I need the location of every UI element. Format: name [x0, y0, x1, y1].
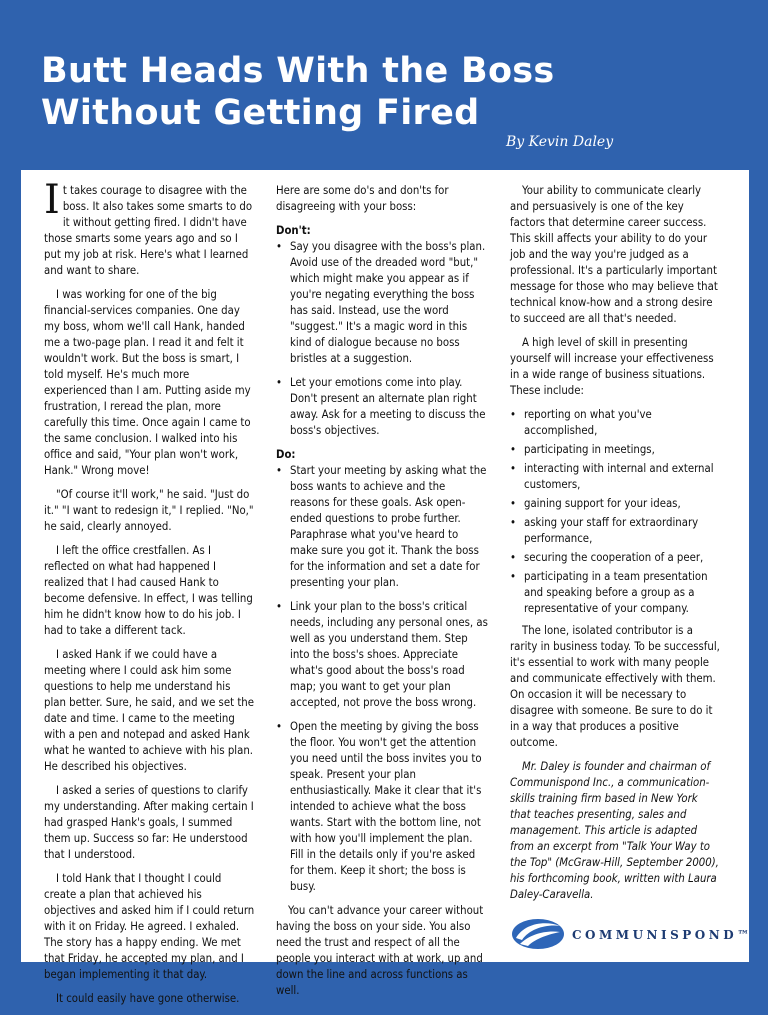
title-line-2: Without Getting Fired	[41, 93, 480, 133]
dont-list	[276, 239, 488, 439]
list-item: • Link your plan to the boss's critical needs, including any personal ones, as well as you understand them. Step into the boss's shoes. Appreciate what's good about the boss's road map; you want to get your plan accepted, not prove the boss wrong.	[276, 599, 488, 711]
list-item: • Start your meeting by asking what the boss wants to achieve and the reasons for these goals. Ask open-ended questions to probe further. Paraphrase what you've heard to make sure you got it. Thank the boss for the information and set a date for presenting your plan.	[276, 463, 488, 591]
paragraph: The lone, isolated contributor is a rarity in business today. To be successful, it's essential to work with many people and communicate effectively with them. On occasion it will be necessary to disagree with someone. Be sure to do it in a way that produces a positive outcome.	[510, 624, 720, 749]
article-title	[41, 50, 555, 134]
list-item: • Open the meeting by giving the boss the floor. You won't get the attention you need until the boss invites you to speak. Present your plan enthusiastically. Make it clear that it's intended to achieve what the boss wants. Start with the bottom line, not with how you'll implement the plan. Fill in the details only if you're asked for them. Keep it short; the boss is busy.	[276, 719, 488, 895]
list-item: • reporting on what you've accomplished,	[510, 407, 720, 439]
column-3	[510, 183, 720, 911]
list-item: • participating in a team presentation and speaking before a group as a representative of your company.	[510, 569, 720, 617]
paragraph: I told Hank that I thought I could create a plan that achieved his objectives and asked him if I could return with it on Friday. He agreed. I exhaled. The story has a happy ending. We met that Friday, he accepted my plan, and I began implementing it that day.	[44, 872, 255, 981]
swirl-icon	[510, 916, 566, 952]
paragraph: I asked a series of questions to clarify my understanding. After making certain I had grasped Hank's goals, I summed them up. Success so far: He understood that I understood.	[44, 784, 254, 861]
paragraph: I was working for one of the big financial-services companies. One day my boss, whom we'll call Hank, handed me a two-page plan. I read it and felt it wouldn't work. But the boss is smart, I told myself. He's much more experienced than I am. Putting aside my frustration, I reread the plan, more carefully this time. Once again I came to the same conclusion. I walked into his office and said, "Your plan won't work, Hank." Wrong move!	[44, 288, 251, 477]
do-list	[276, 463, 488, 895]
list-item: • securing the cooperation of a peer,	[510, 550, 720, 566]
dont-heading: Don't:	[276, 224, 311, 237]
communispond-logo	[510, 916, 753, 952]
list-item: • Let your emotions come into play. Don't present an alternate plan right away. Ask for a meeting to discuss the boss's objectives.	[276, 375, 488, 439]
title-line-1: Butt Heads With the Boss	[41, 51, 555, 91]
paragraph-text: t takes courage to disagree with the boss. It also takes some smarts to do it without getting fired. I didn't have those smarts some years ago and so I put my job at risk. Here's what I learned and want to share.	[44, 184, 253, 277]
paragraph: You can't advance your career without having the boss on your side. You also need the trust and respect of all the people you interact with at work, up and down the line and across functions as well.	[276, 904, 484, 997]
logo-text: COMMUNISPOND™	[572, 928, 753, 942]
paragraph: Your ability to communicate clearly and persuasively is one of the key factors that determine career success. This skill affects your ability to do your job and the way you're judged as a professional. It's a particularly important message for those who may believe that technical know-how and a strong desire to succeed are all that's needed.	[510, 184, 718, 325]
paragraph: A high level of skill in presenting yourself will increase your effectiveness in a wide range of business situations. These include:	[510, 336, 714, 397]
paragraph: "Of course it'll work," he said. "Just do it." "I want to redesign it," I replied. "No," he said, clearly annoyed.	[44, 488, 254, 533]
paragraph: I asked Hank if we could have a meeting where I could ask him some questions to help me understand his plan better. Sure, he said, and we set the date and time. I came to the meeting with a pen and notepad and asked Hank what he wanted to achieve with his plan. He described his objectives.	[44, 648, 254, 773]
column-2	[276, 183, 488, 1007]
paragraph	[44, 177, 255, 279]
author-bio: Mr. Daley is founder and chairman of Communispond Inc., a communication-skills training firm based in New York that teaches presenting, sales and management. This article is adapted from an excerpt from "Talk Your Way to the Top" (McGraw-Hill, September 2000), his forthcoming book, written with Laura Daley-Caravella.	[510, 760, 719, 901]
list-item: • Say you disagree with the boss's plan. Avoid use of the dreaded word "but," which might make you appear as if you're negating everything the boss has said. Instead, use the word "suggest." It's a magic word in this kind of dialogue because no boss bristles at a suggestion.	[276, 239, 488, 367]
list-item: • asking your staff for extraordinary performance,	[510, 515, 720, 547]
paragraph: I left the office crestfallen. As I reflected on what had happened I realized that I had caused Hank to become defensive. In effect, I was telling him he didn't know how to do his job. I had to take a different tack.	[44, 544, 253, 637]
article-body	[21, 170, 753, 1005]
list-item: • participating in meetings,	[510, 442, 720, 458]
drop-cap: I	[44, 177, 60, 223]
byline: By Kevin Daley	[506, 134, 614, 150]
list-item: • gaining support for your ideas,	[510, 496, 720, 512]
list-item: • interacting with internal and external customers,	[510, 461, 720, 493]
column-1	[44, 177, 255, 1015]
paragraph: It could easily have gone otherwise.	[56, 992, 240, 1005]
do-heading: Do:	[276, 448, 296, 461]
intro-paragraph: Here are some do's and don'ts for disagreeing with your boss:	[276, 184, 449, 213]
situations-list	[510, 407, 720, 617]
